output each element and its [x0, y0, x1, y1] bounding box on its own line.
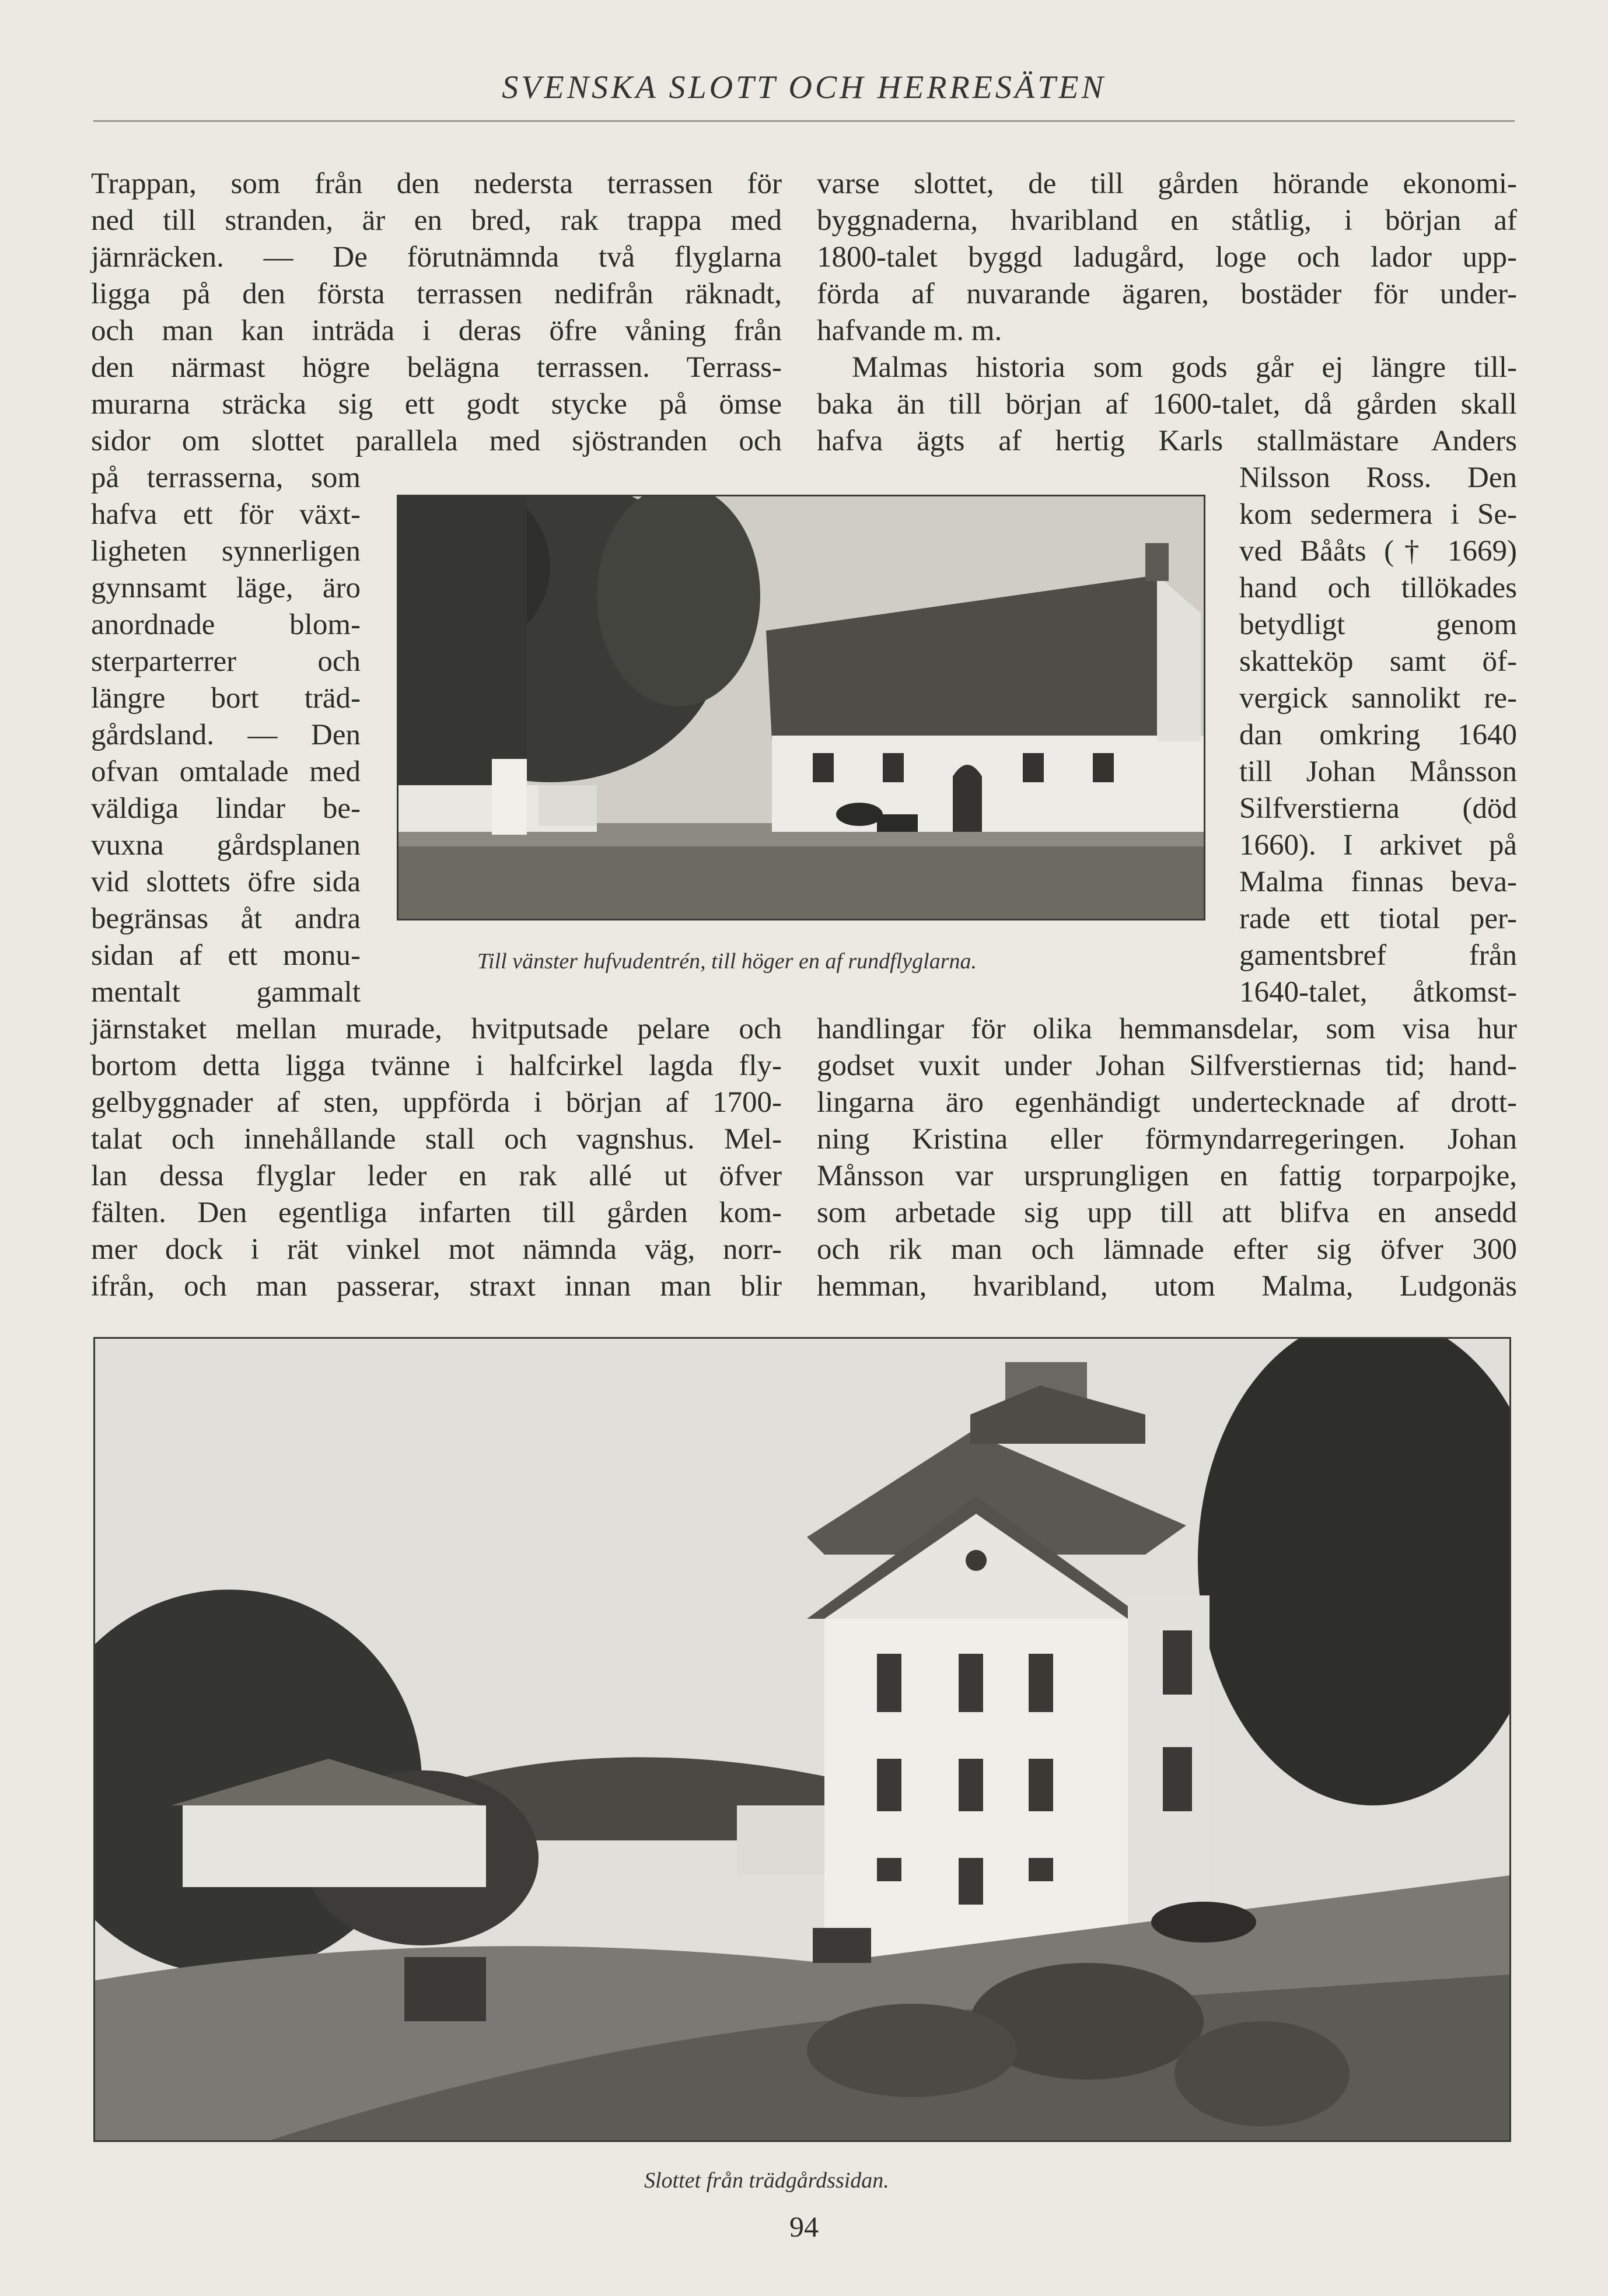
text-line: murarna sträcka sig ett godt stycke på ömse	[91, 388, 782, 421]
text-line: Malma finnas beva-	[1239, 866, 1517, 898]
text-line: fälten. Den egentliga infarten till gården kom-	[91, 1196, 782, 1229]
text-line: och man kan inträda i deras öfre våning från	[91, 314, 782, 347]
text-line: lingarna äro egenhändigt undertecknade af drott-	[817, 1086, 1517, 1119]
text-line: varse slottet, de till gården hörande ekonomi-	[817, 167, 1517, 200]
text-line: anordnade blom-	[91, 608, 361, 641]
text-line: 1800-talet byggd ladugård, loge och lador upp-	[817, 241, 1517, 274]
text-line: den närmast högre belägna terrassen. Terrass-	[91, 351, 782, 384]
text-line: byggnaderna, hvaribland en ståtlig, i början af	[817, 204, 1517, 237]
text-line: längre bort träd-	[91, 682, 361, 715]
text-line: begränsas åt andra	[91, 902, 361, 935]
text-line: Silfverstierna (död	[1239, 792, 1517, 825]
text-line: ved Bååts († 1669)	[1239, 535, 1517, 568]
text-line: skatteköp samt öf-	[1239, 645, 1517, 678]
header-rule	[93, 120, 1515, 122]
text-line: gårdsland. — Den	[91, 719, 361, 751]
photo-entrance-and-wing	[397, 495, 1205, 921]
text-line: mer dock i rät vinkel mot nämnda väg, norr-	[91, 1233, 782, 1266]
text-line: ligga på den första terrassen nedifrån räknadt,	[91, 278, 782, 310]
text-line: kom sedermera i Se-	[1239, 498, 1517, 531]
text-line: talat och innehållande stall och vagnshus. Mel-	[91, 1123, 782, 1156]
text-line: godset vuxit under Johan Silfverstiernas tid; hand-	[817, 1049, 1517, 1082]
text-line: hafva ägts af hertig Karls stallmästare Anders	[817, 425, 1517, 457]
text-line: handlingar för olika hemmansdelar, som visa hur	[817, 1013, 1517, 1045]
text-line: järnstaket mellan murade, hvitputsade pelare och	[91, 1013, 782, 1045]
text-line: gelbyggnader af sten, uppförda i början af 1700-	[91, 1086, 782, 1119]
text-line: Nilsson Ross. Den	[1239, 461, 1517, 494]
text-line: ifrån, och man passerar, straxt innan man blir	[91, 1270, 782, 1303]
text-line: hemman, hvaribland, utom Malma, Ludgonäs	[817, 1270, 1517, 1303]
text-line: vid slottets öfre sida	[91, 866, 361, 898]
text-line: till Johan Månsson	[1239, 755, 1517, 788]
text-line: mentalt gammalt	[91, 976, 361, 1009]
text-line: som arbetade sig upp till att blifva en ansedd	[817, 1196, 1517, 1229]
text-line: rade ett tiotal per-	[1239, 902, 1517, 935]
text-line: ofvan omtalade med	[91, 755, 361, 788]
photo-manor-illustration	[95, 1339, 1509, 2140]
running-header: SVENSKA SLOTT OCH HERRESÄTEN	[502, 69, 1106, 106]
photo-manor-garden-side	[93, 1337, 1511, 2142]
text-line: Månsson var ursprungligen en fattig torparpojke,	[817, 1160, 1517, 1192]
text-line: sidan af ett monu-	[91, 939, 361, 972]
text-line: lan dessa flyglar leder en rak allé ut öfver	[91, 1160, 782, 1192]
figure-1-caption: Till vänster hufvudentrén, till höger en af rundflyglarna.	[477, 949, 977, 974]
text-line: ning Kristina eller förmyndarregeringen. Johan	[817, 1123, 1517, 1156]
text-line: betydligt genom	[1239, 608, 1517, 641]
text-line: vuxna gårdsplanen	[91, 829, 361, 862]
text-line: bortom detta ligga tvänne i halfcirkel lagda fly-	[91, 1049, 782, 1082]
text-line: hand och tillökades	[1239, 572, 1517, 604]
text-line: dan omkring 1640	[1239, 719, 1517, 751]
text-line: Malmas historia som gods går ej längre till-	[852, 351, 1517, 384]
text-line: på terrasserna, som	[91, 461, 361, 494]
text-line: hafvande m. m.	[817, 314, 1002, 347]
text-line: förda af nuvarande ägaren, bostäder för under-	[817, 278, 1517, 310]
text-line: 1640-talet, åtkomst-	[1239, 976, 1517, 1009]
page-number: 94	[789, 2210, 819, 2243]
text-line: sidor om slottet parallela med sjöstranden och	[91, 425, 782, 457]
text-line: sterparterrer och	[91, 645, 361, 678]
text-line: hafva ett för växt-	[91, 498, 361, 531]
text-line: baka än till början af 1600-talet, då gården skall	[817, 388, 1517, 421]
text-line: järnräcken. — De förutnämnda två flyglarna	[91, 241, 782, 274]
figure-2-caption: Slottet från trädgårdssidan.	[644, 2168, 889, 2193]
photo-entrance-illustration	[398, 496, 1204, 919]
text-line: gynnsamt läge, äro	[91, 572, 361, 604]
text-line: Trappan, som från den nedersta terrassen för	[91, 167, 782, 200]
text-line: ned till stranden, är en bred, rak trappa med	[91, 204, 782, 237]
text-line: 1660). I arkivet på	[1239, 829, 1517, 862]
text-line: vergick sannolikt re-	[1239, 682, 1517, 715]
text-line: gamentsbref från	[1239, 939, 1517, 972]
text-line: ligheten synnerligen	[91, 535, 361, 568]
text-line: väldiga lindar be-	[91, 792, 361, 825]
text-line: och rik man och lämnade efter sig öfver 300	[817, 1233, 1517, 1266]
